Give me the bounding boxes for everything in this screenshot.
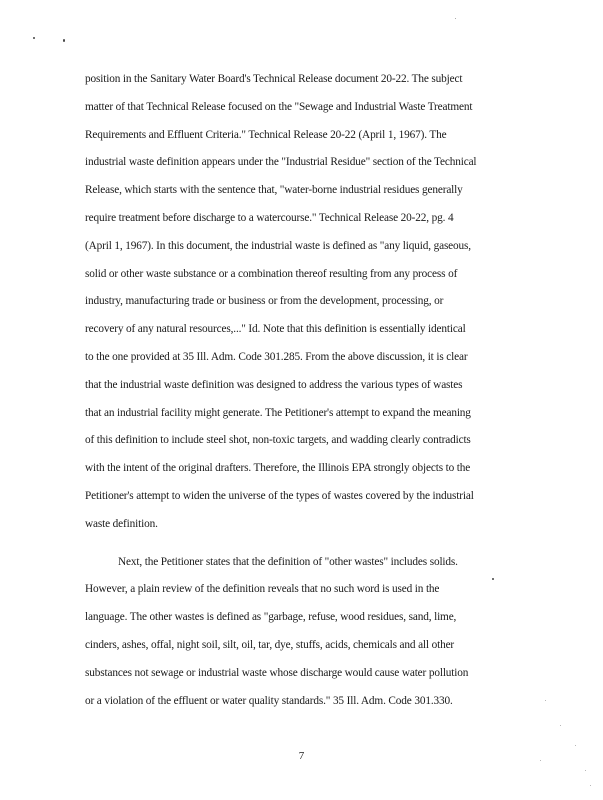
text-line: waste definition. (85, 517, 158, 530)
paragraph-1 (85, 66, 525, 539)
text-line: However, a plain review of the definition reveals that no such word is used in the (85, 583, 440, 596)
text-line: require treatment before discharge to a watercourse." Technical Release 20-22, pg. 4 (85, 211, 454, 224)
text-line: or a violation of the effluent or water quality standards." 35 Ill. Adm. Code 301.330. (85, 694, 453, 707)
text-line: recovery of any natural resources,..." Id. Note that this definition is essentially identical (85, 323, 466, 336)
scan-speck (492, 578, 494, 580)
scan-speck (585, 770, 586, 771)
body-text (85, 66, 525, 715)
text-line: (April 1, 1967). In this document, the industrial waste is defined as "any liquid, gaseous, (85, 239, 471, 252)
text-line: that an industrial facility might generate. The Petitioner's attempt to expand the meaning (85, 406, 471, 419)
text-line: Next, the Petitioner states that the definition of "other wastes" includes solids. (118, 555, 458, 568)
text-line: to the one provided at 35 Ill. Adm. Code 301.285. From the above discussion, it is clear (85, 350, 468, 363)
text-line: Requirements and Effluent Criteria." Technical Release 20-22 (April 1, 1967). The (85, 128, 447, 141)
scan-speck (575, 745, 576, 746)
scan-speck (63, 39, 65, 42)
scan-speck (540, 760, 541, 761)
text-line: cinders, ashes, offal, night soil, silt, oil, tar, dye, stuffs, acids, chemicals and all other (85, 638, 455, 651)
text-line: Release, which starts with the sentence that, "water-borne industrial residues generally (85, 184, 463, 197)
scan-speck (560, 725, 561, 726)
text-line: with the intent of the original drafters. Therefore, the Illinois EPA strongly objects to the (85, 462, 471, 475)
text-line: that the industrial waste definition was designed to address the various types of wastes (85, 378, 463, 391)
scan-speck (455, 18, 456, 19)
text-line: matter of that Technical Release focused on the "Sewage and Industrial Waste Treatment (85, 100, 473, 113)
text-line: Petitioner's attempt to widen the universe of the types of wastes covered by the industrial (85, 489, 474, 502)
text-line: language. The other wastes is defined as "garbage, refuse, wood residues, sand, lime, (85, 611, 457, 624)
text-line: of this definition to include steel shot, non-toxic targets, and wadding clearly contradicts (85, 434, 471, 447)
page-number: 7 (298, 750, 305, 762)
paragraph-2 (85, 549, 525, 716)
scan-speck (590, 785, 591, 786)
scan-speck (33, 37, 35, 39)
paragraph-gap (85, 539, 525, 549)
text-line: industry, manufacturing trade or business or from the development, processing, or (85, 295, 444, 308)
text-line: industrial waste definition appears under the "Industrial Residue" section of the Technical (85, 156, 477, 169)
text-line: position in the Sanitary Water Board's Technical Release document 20-22. The subject (85, 73, 463, 85)
text-line: substances not sewage or industrial waste whose discharge would cause water pollution (85, 666, 469, 679)
scan-speck (545, 700, 546, 701)
text-line: solid or other waste substance or a combination thereof resulting from any process of (85, 267, 458, 280)
